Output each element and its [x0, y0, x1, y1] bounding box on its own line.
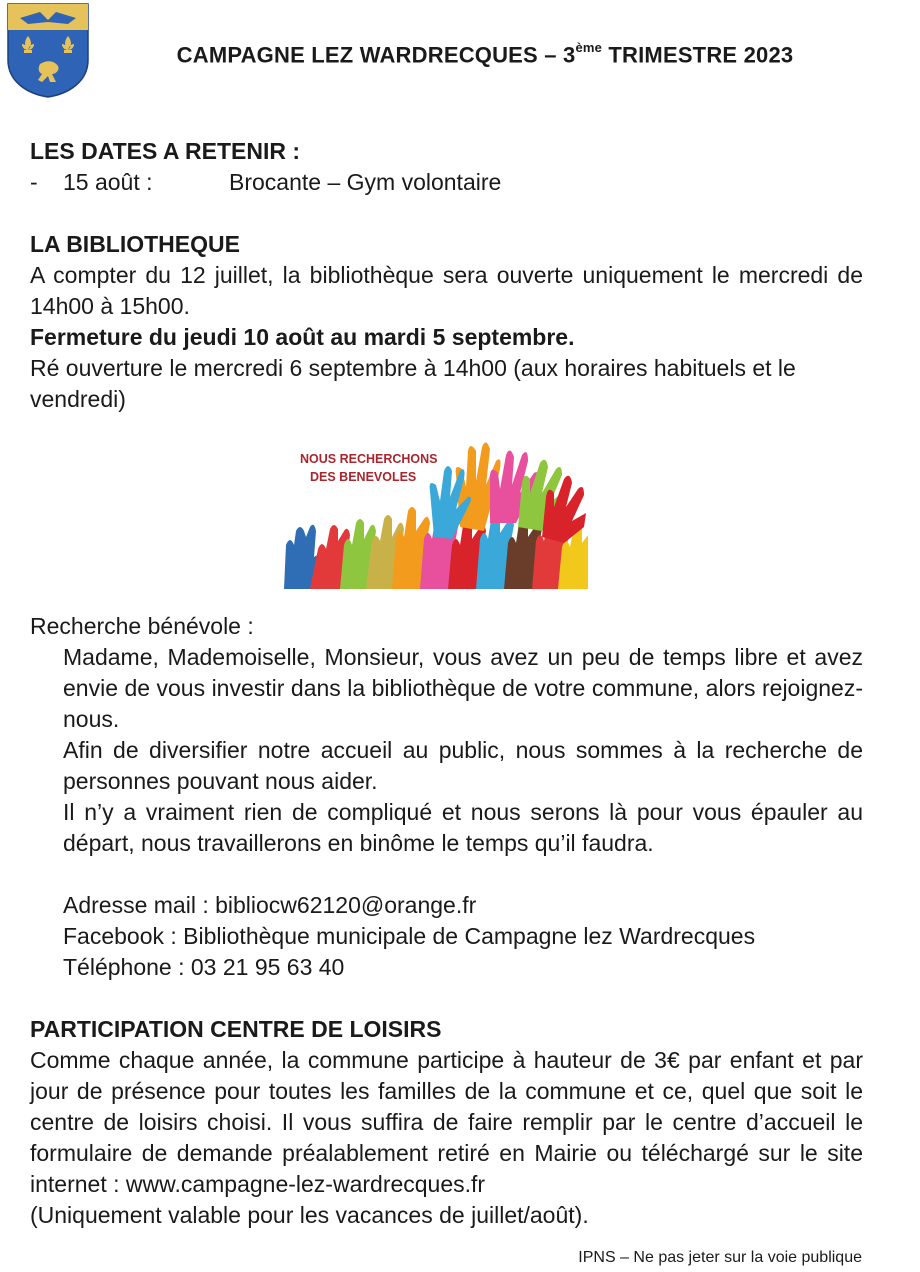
bibliotheque-heading: LA BIBLIOTHEQUE [30, 231, 240, 257]
footer-notice: IPNS – Ne pas jeter sur la voie publique [578, 1249, 862, 1266]
recherche-label: Recherche bénévole : [30, 613, 254, 639]
recherche-phone: Téléphone : 03 21 95 63 40 [63, 954, 345, 980]
date-item-event: Brocante – Gym volontaire [229, 169, 502, 195]
recherche-facebook: Facebook : Bibliothèque municipale de Campagne lez Wardrecques [63, 923, 756, 949]
bibliotheque-closure: Fermeture du jeudi 10 août au mardi 5 septembre. [30, 324, 575, 350]
recherche-body [30, 642, 863, 983]
title-suffix: TRIMESTRE 2023 [602, 42, 794, 68]
spacer [63, 859, 863, 890]
date-item-date: 15 août : [63, 169, 153, 195]
volunteer-image-wrap [30, 427, 863, 589]
recherche-paragraph-1: Madame, Mademoiselle, Monsieur, vous avez un peu de temps libre et avez envie de vous investir dans la bibliothèque de votre commune, alors rejoignez-nous. [63, 644, 863, 732]
loisirs-paragraph: Comme chaque année, la commune participe à hauteur de 3€ par enfant et par jour de présence pour toutes les familles de la commune et ce, quel que soit le centre de loisirs choisi. Il vous suffira de faire remplir par le centre d’accueil le formulaire de demande préalablement retiré en Mairie ou téléchargé sur le site internet : www.campagne-lez-wardrecques.fr [30, 1047, 863, 1197]
title-superscript: ème [575, 40, 603, 55]
document-body [30, 136, 863, 1231]
page-title [90, 42, 880, 68]
recherche-paragraph-2: Afin de diversifier notre accueil au public, nous sommes à la recherche de personnes pouvant nous aider. [63, 737, 863, 794]
loisirs-heading: PARTICIPATION CENTRE DE LOISIRS [30, 1016, 442, 1042]
volunteer-hands-image [284, 427, 588, 589]
date-item-dash: - [30, 169, 38, 195]
recherche-paragraph-3: Il n’y a vraiment rien de compliqué et nous serons là pour vous épauler au départ, nous travaillerons en binôme le temps qu’il faudra. [63, 799, 863, 856]
date-item [30, 167, 863, 198]
recherche-email: Adresse mail : bibliocw62120@orange.fr [63, 892, 477, 918]
spacer [30, 198, 863, 229]
loisirs-note: (Uniquement valable pour les vacances de juillet/août). [30, 1202, 589, 1228]
bibliotheque-hours: A compter du 12 juillet, la bibliothèque sera ouverte uniquement le mercredi de 14h00 à 15h00. [30, 262, 863, 319]
volunteer-banner-line1: NOUS RECHERCHONS [299, 452, 438, 466]
bibliotheque-reopen: Ré ouverture le mercredi 6 septembre à 14h00 (aux horaires habituels et le vendredi) [30, 355, 796, 412]
title-prefix: CAMPAGNE LEZ WARDRECQUES – 3 [176, 42, 576, 68]
spacer [30, 983, 863, 1014]
dates-heading: LES DATES A RETENIR : [30, 138, 301, 164]
volunteer-banner-line2: DES BENEVOLES [309, 470, 416, 484]
coat-of-arms-logo [6, 2, 90, 98]
